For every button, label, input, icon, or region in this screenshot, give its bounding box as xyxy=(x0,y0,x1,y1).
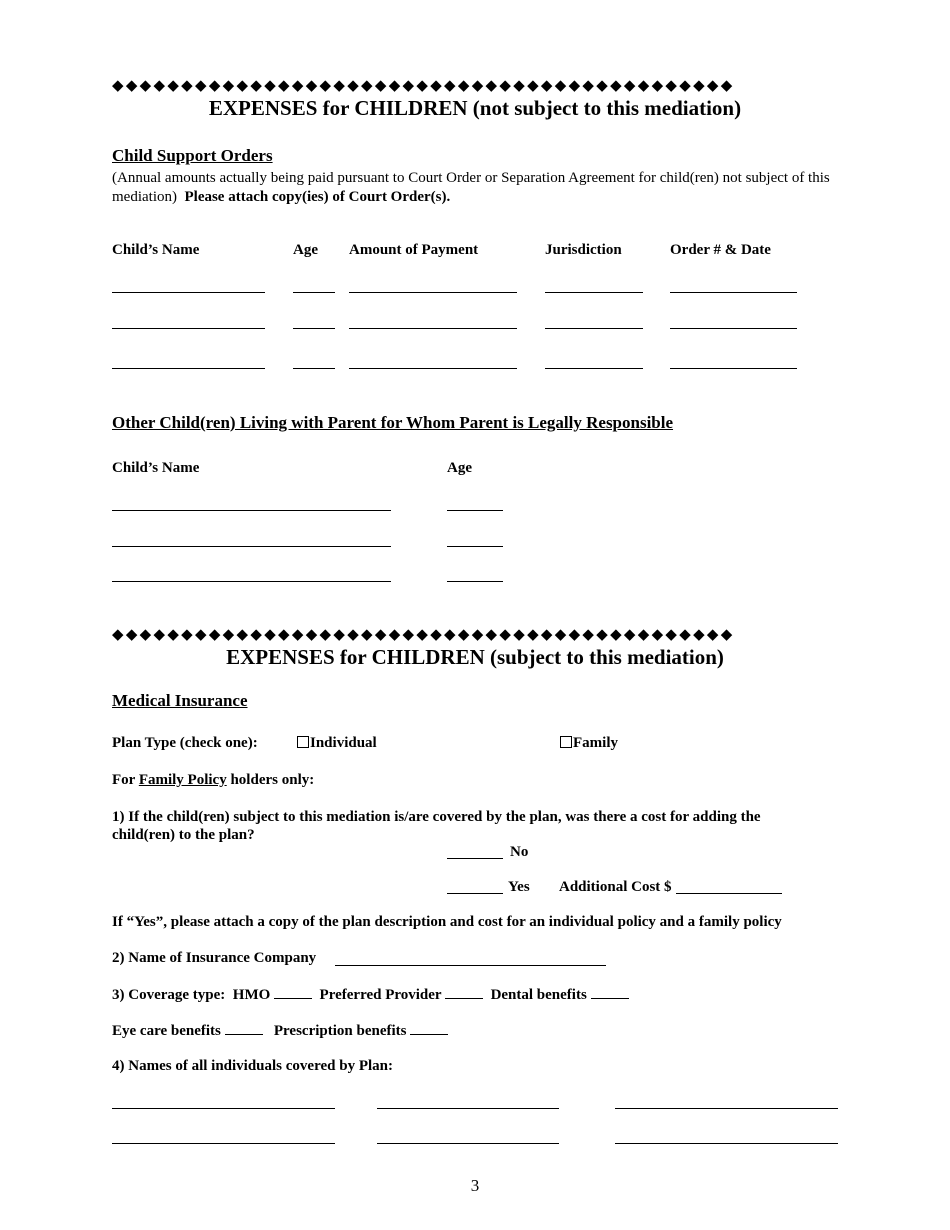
other-name-field[interactable] xyxy=(112,510,391,511)
support-jurisdiction-field[interactable] xyxy=(545,368,643,369)
support-order-field[interactable] xyxy=(670,328,797,329)
additional-cost-field[interactable] xyxy=(676,893,782,894)
family-checkbox[interactable] xyxy=(560,736,572,748)
prescription-label: Prescription benefits xyxy=(273,1023,407,1039)
hmo-label: HMO xyxy=(232,987,271,1003)
hmo-field[interactable] xyxy=(274,986,312,999)
family-note-suffix: holders only: xyxy=(226,772,315,788)
dental-field[interactable] xyxy=(591,986,629,999)
support-name-field[interactable] xyxy=(112,328,265,329)
question-2-label: 2) Name of Insurance Company xyxy=(112,950,317,966)
support-order-field[interactable] xyxy=(670,368,797,369)
covered-individual-field[interactable] xyxy=(615,1108,838,1109)
support-jurisdiction-field[interactable] xyxy=(545,328,643,329)
coverage-extra xyxy=(112,1022,448,1040)
support-amount-field[interactable] xyxy=(349,292,517,293)
col-childs-name: Child’s Name xyxy=(112,242,200,258)
eye-care-label: Eye care benefits xyxy=(112,1023,221,1039)
page-number: 3 xyxy=(470,1176,480,1195)
individual-checkbox[interactable] xyxy=(297,736,309,748)
other-age-field[interactable] xyxy=(447,510,503,511)
support-name-field[interactable] xyxy=(112,292,265,293)
covered-individual-field[interactable] xyxy=(112,1143,335,1144)
no-label: No xyxy=(510,844,529,860)
question-4: 4) Names of all individuals covered by Plan: xyxy=(112,1058,393,1074)
individual-label: Individual xyxy=(310,735,377,751)
family-label: Family xyxy=(573,735,618,751)
insurance-company-field[interactable] xyxy=(335,965,606,966)
yes-label: Yes xyxy=(508,879,530,895)
medical-insurance-heading: Medical Insurance xyxy=(112,691,248,710)
prescription-field[interactable] xyxy=(410,1022,448,1035)
other-age-field[interactable] xyxy=(447,581,503,582)
col-order-date: Order # & Date xyxy=(670,242,771,258)
attach-court-order-note: Please attach copy(ies) of Court Order(s). xyxy=(184,189,451,205)
no-answer-field[interactable] xyxy=(447,858,503,859)
covered-individual-field[interactable] xyxy=(377,1108,559,1109)
support-age-field[interactable] xyxy=(293,368,335,369)
yes-attach-note: If “Yes”, please attach a copy of the plan description and cost for an individual policy and a family policy xyxy=(112,914,782,930)
covered-individual-field[interactable] xyxy=(377,1143,559,1144)
section-title-subject: EXPENSES for CHILDREN (subject to this mediation) xyxy=(226,645,724,669)
other-col-childs-name: Child’s Name xyxy=(112,460,200,476)
child-support-description xyxy=(112,169,842,207)
preferred-provider-label: Preferred Provider xyxy=(319,987,442,1003)
diamond-divider-top: ◆◆◆◆◆◆◆◆◆◆◆◆◆◆◆◆◆◆◆◆◆◆◆◆◆◆◆◆◆◆◆◆◆◆◆◆◆◆◆◆◆◆◆◆◆ xyxy=(112,78,735,94)
yes-answer-field[interactable] xyxy=(447,893,503,894)
family-policy-term: Family Policy xyxy=(138,772,227,788)
coverage-type-label: 3) Coverage type: xyxy=(112,987,226,1003)
other-age-field[interactable] xyxy=(447,546,503,547)
eye-care-field[interactable] xyxy=(225,1022,263,1035)
family-note-prefix: For xyxy=(112,772,139,788)
support-amount-field[interactable] xyxy=(349,328,517,329)
plan-type-label: Plan Type (check one): xyxy=(112,735,258,751)
other-name-field[interactable] xyxy=(112,581,391,582)
child-support-heading: Child Support Orders xyxy=(112,146,273,165)
covered-individual-field[interactable] xyxy=(112,1108,335,1109)
question-3 xyxy=(112,986,629,1004)
question-1: 1) If the child(ren) subject to this mediation is/are covered by the plan, was there a cost for adding the child(ren) to the plan? xyxy=(112,809,761,843)
desc-text: Annual amounts actually being paid pursuant to Court Order or Separation Agreement for child(ren) not subject of this mediation) xyxy=(112,170,830,205)
support-name-field[interactable] xyxy=(112,368,265,369)
section-title-not-subject: EXPENSES for CHILDREN (not subject to this mediation) xyxy=(208,96,742,120)
col-amount-of-payment: Amount of Payment xyxy=(349,242,479,258)
desc-paren: ( xyxy=(112,170,117,186)
support-age-field[interactable] xyxy=(293,292,335,293)
other-name-field[interactable] xyxy=(112,546,391,547)
col-age: Age xyxy=(293,242,318,258)
support-age-field[interactable] xyxy=(293,328,335,329)
support-order-field[interactable] xyxy=(670,292,797,293)
preferred-provider-field[interactable] xyxy=(445,986,483,999)
individual-option[interactable] xyxy=(297,735,377,752)
covered-individual-field[interactable] xyxy=(615,1143,838,1144)
family-option[interactable] xyxy=(560,735,618,752)
support-jurisdiction-field[interactable] xyxy=(545,292,643,293)
family-policy-note xyxy=(112,772,314,789)
other-children-heading: Other Child(ren) Living with Parent for Whom Parent is Legally Responsible xyxy=(112,413,674,432)
diamond-divider-middle: ◆◆◆◆◆◆◆◆◆◆◆◆◆◆◆◆◆◆◆◆◆◆◆◆◆◆◆◆◆◆◆◆◆◆◆◆◆◆◆◆◆◆◆◆◆ xyxy=(112,627,735,643)
additional-cost-label: Additional Cost $ xyxy=(559,879,672,895)
support-amount-field[interactable] xyxy=(349,368,517,369)
other-col-age: Age xyxy=(447,460,472,476)
col-jurisdiction: Jurisdiction xyxy=(545,242,622,258)
dental-label: Dental benefits xyxy=(490,987,587,1003)
